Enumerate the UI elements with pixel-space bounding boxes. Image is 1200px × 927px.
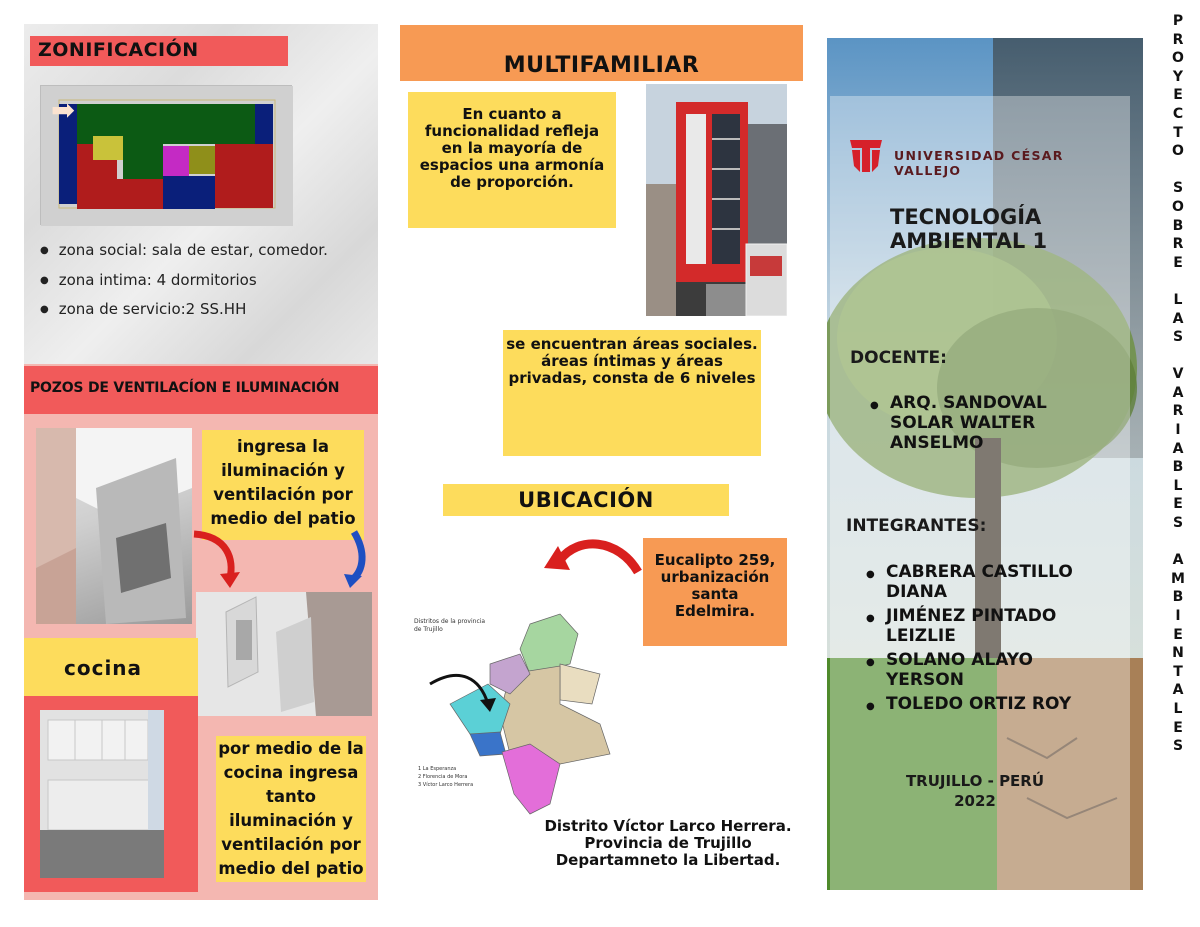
vertical-letter: B xyxy=(1172,217,1184,234)
cocina-description: por medio de la cocina ingresa tanto iluminación y ventilación por medio del patio xyxy=(216,736,366,882)
vertical-letter: L xyxy=(1173,291,1183,308)
building-photo-drawing xyxy=(646,84,787,316)
pozos-description: ingresa la iluminación y ventilación por medio del patio xyxy=(202,430,364,540)
map-drawing xyxy=(410,604,636,830)
integrante-item: ● SOLANO ALAYO YERSON xyxy=(886,650,1116,690)
vertical-letter: A xyxy=(1172,552,1184,569)
vertical-letter: S xyxy=(1172,329,1184,346)
floor-plan-drawing xyxy=(41,86,293,226)
vertical-letter: E xyxy=(1173,496,1183,513)
map-title: Distritos de la provincia de Trujillo xyxy=(414,618,486,633)
multifamiliar-title: MULTIFAMILIAR xyxy=(503,53,700,78)
vertical-letter: Y xyxy=(1172,68,1184,85)
zone-item: ● zona social: sala de estar, comedor. xyxy=(40,240,340,263)
course-title: TECNOLOGÍA AMBIENTAL 1 xyxy=(890,205,1048,253)
ubicacion-title-bar xyxy=(443,484,729,516)
integrante-item: ● CABRERA CASTILLO DIANA xyxy=(886,562,1116,602)
vertical-letter: E xyxy=(1173,626,1183,643)
building-photo xyxy=(646,84,787,316)
vertical-letter: O xyxy=(1172,143,1184,160)
vertical-letter: B xyxy=(1172,459,1184,476)
docente-label: DOCENTE: xyxy=(850,348,947,368)
cocina-title-bar xyxy=(24,638,198,696)
vertical-letter: E xyxy=(1173,87,1183,104)
svg-text:1 La Esperanza: 1 La Esperanza xyxy=(418,766,457,772)
integrante-item: ● TOLEDO ORTIZ ROY xyxy=(886,694,1116,714)
vertical-letter: S xyxy=(1172,738,1184,755)
vertical-letter: S xyxy=(1172,180,1184,197)
vertical-letter: E xyxy=(1173,719,1183,736)
vertical-space xyxy=(1166,272,1190,291)
cocina-title: cocina xyxy=(64,656,143,680)
integrantes-list xyxy=(886,562,1116,714)
vertical-letter: I xyxy=(1175,608,1181,624)
pozos-title-bar xyxy=(24,366,378,414)
ventilation-shaft-photo xyxy=(36,428,192,624)
vertical-letter: T xyxy=(1173,124,1183,141)
blue-arrow-icon xyxy=(352,532,362,580)
vertical-space xyxy=(1166,533,1190,552)
vertical-letter: A xyxy=(1172,384,1184,401)
vertical-project-title xyxy=(1166,12,1190,756)
vertical-letter: L xyxy=(1173,477,1183,494)
trujillo-map xyxy=(410,604,636,830)
kitchen-photo xyxy=(40,710,164,878)
vertical-letter: V xyxy=(1172,366,1184,383)
vertical-letter: S xyxy=(1172,515,1184,532)
vertical-letter: A xyxy=(1172,682,1184,699)
areas-text: se encuentran áreas sociales. áreas íntimas y áreas privadas, consta de 6 niveles xyxy=(503,330,761,456)
vertical-letter: O xyxy=(1172,50,1184,67)
district-caption: Distrito Víctor Larco Herrera. Provincia de Trujillo Departamneto la Libertad. xyxy=(544,817,792,869)
vertical-letter: P xyxy=(1172,13,1184,29)
zone-item: ● zona intima: 4 dormitorios xyxy=(40,270,340,293)
address-text: Eucalipto 259, urbanización santa Edelmira. xyxy=(643,538,787,646)
shaft-photo-drawing xyxy=(36,428,192,624)
city: TRUJILLO - PERÚ xyxy=(905,772,1045,790)
vertical-letter: A xyxy=(1172,310,1184,327)
red-arrow-icon xyxy=(194,534,231,578)
svg-text:2 Florencia de Mora: 2 Florencia de Mora xyxy=(418,774,468,780)
vertical-letter: A xyxy=(1172,440,1184,457)
red-curved-arrow-icon xyxy=(538,530,648,590)
svg-text:3 Víctor Larco Herrera: 3 Víctor Larco Herrera xyxy=(418,782,474,788)
vertical-letter: M xyxy=(1171,570,1185,587)
window-photo-drawing xyxy=(196,592,372,716)
vertical-letter: R xyxy=(1172,236,1184,253)
integrantes-label: INTEGRANTES: xyxy=(846,516,987,536)
floor-plan-image xyxy=(40,85,292,225)
vertical-space xyxy=(1166,347,1190,366)
arrows-graphic xyxy=(188,530,378,590)
integrante-item: ● JIMÉNEZ PINTADO LEIZLIE xyxy=(886,606,1116,646)
vertical-letter: I xyxy=(1175,422,1181,439)
vertical-letter: R xyxy=(1172,403,1184,420)
zones-list xyxy=(40,240,340,322)
university-name: UNIVERSIDAD CÉSAR VALLEJO xyxy=(894,148,1064,178)
vertical-letter: E xyxy=(1173,254,1183,271)
vertical-letter: C xyxy=(1172,105,1184,122)
vertical-letter: R xyxy=(1172,31,1184,48)
zone-item: ● zona de servicio:2 SS.HH xyxy=(40,299,340,322)
funcionalidad-text: En cuanto a funcionalidad refleja en la mayoría de espacios una armonía de proporción. xyxy=(408,92,616,228)
patio-window-photo xyxy=(196,592,372,716)
zonificacion-title-bar xyxy=(30,36,288,66)
vertical-letter: B xyxy=(1172,589,1184,606)
ucv-logo-icon xyxy=(848,136,884,174)
vertical-letter: N xyxy=(1172,645,1184,662)
vertical-space xyxy=(1166,161,1190,180)
year: 2022 xyxy=(954,792,996,810)
docente-name: ● ARQ. SANDOVAL SOLAR WALTER ANSELMO xyxy=(890,393,1090,453)
vertical-letter: T xyxy=(1173,663,1183,680)
multifamiliar-title-bar xyxy=(400,25,803,81)
ubicacion-title: UBICACIÓN xyxy=(518,488,654,512)
vertical-letter: O xyxy=(1172,198,1184,215)
zonificacion-title: ZONIFICACIÓN xyxy=(38,39,199,61)
vertical-letter: L xyxy=(1173,700,1183,717)
pozos-title: POZOS DE VENTILACÍON E ILUMINACIÓN xyxy=(30,380,340,396)
kitchen-photo-drawing xyxy=(40,710,164,878)
